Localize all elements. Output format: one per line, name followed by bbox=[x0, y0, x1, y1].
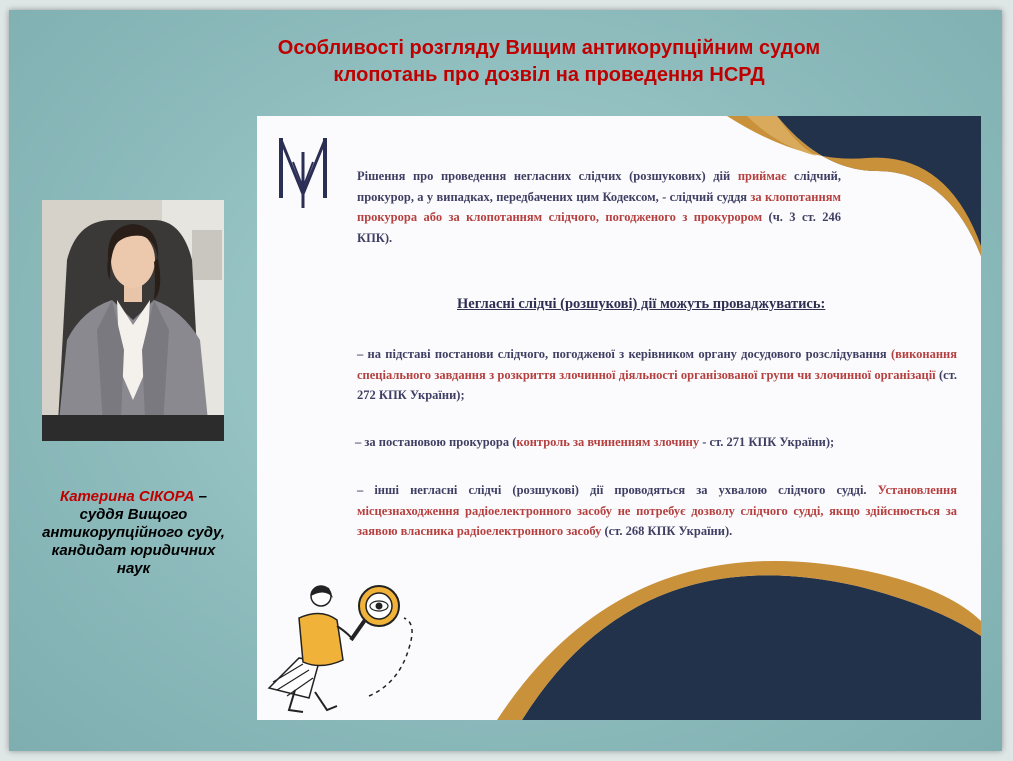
p1-text-b: приймає bbox=[737, 169, 787, 183]
p1-text-d: за клопотанням прокурора або за клопотанням слідчого, погодженого з прокурором bbox=[357, 189, 841, 224]
speaker-role-line-2: антикорупційного суду, bbox=[42, 524, 225, 541]
paragraph-decision bbox=[357, 166, 841, 248]
slide-title-line-1: Особливості розгляду Вищим антикорупційним судом bbox=[277, 37, 821, 59]
court-logo-icon bbox=[275, 132, 331, 212]
slide bbox=[9, 10, 1002, 751]
paragraph-investigator bbox=[357, 344, 957, 406]
p3-text-c: - ст. 271 КПК України); bbox=[699, 435, 835, 449]
speaker-role-line-1: суддя Вищого bbox=[79, 506, 188, 523]
slide-title bbox=[159, 35, 939, 89]
p4-text-b: Установлення місцезнаходження радіоелектронного засобу не потребує дозволу слідчого судді, якщо здійснюється за заявою власника радіоелектронного засобу bbox=[357, 483, 957, 538]
speaker-portrait-icon bbox=[42, 200, 224, 441]
p2-text-a: – на підставі постанови слідчого, погодженої з керівником органу досудового розслідування bbox=[357, 347, 891, 361]
slide-title-line-2: клопотань про дозвіл на проведення НСРД bbox=[333, 64, 765, 86]
p1-text-e: (ч. 3 ст. 246 КПК). bbox=[357, 210, 841, 245]
speaker-name: Катерина СІКОРА bbox=[59, 488, 195, 505]
p2-text-b: (виконання спеціального завдання з розкриття злочинної діяльності організованої групи чи злочинної організації bbox=[357, 347, 957, 382]
paragraph-judge bbox=[357, 480, 957, 542]
section-heading: Негласні слідчі (розшукові) дії можуть проваджуватись: bbox=[457, 296, 826, 312]
p1-text-a: Рішення про проведення негласних слідчих (розшукових) дій bbox=[357, 169, 738, 183]
speaker-role-line-3: кандидат юридичних bbox=[51, 542, 216, 559]
speaker-dash: – bbox=[194, 488, 208, 505]
p4-text-c: (ст. 268 КПК України). bbox=[601, 524, 733, 538]
p1-text-c: слідчий, прокурор, а у випадках, передбачених цим Кодексом, - слідчий суддя bbox=[357, 169, 841, 204]
speaker-name-line bbox=[31, 488, 236, 506]
content-panel bbox=[257, 116, 981, 720]
p4-text-a: – інші негласні слідчі (розшукові) дії проводяться за ухвалою слідчого судді. bbox=[357, 483, 878, 497]
speaker-photo bbox=[42, 200, 224, 441]
p3-text-b: контроль за вчиненням злочину bbox=[516, 435, 700, 449]
p2-text-c: (ст. 272 КПК України); bbox=[357, 367, 957, 402]
speaker-role-line-4: наук bbox=[116, 560, 151, 577]
speaker-caption bbox=[31, 488, 236, 578]
paragraph-prosecutor bbox=[355, 432, 975, 453]
p3-text-a: – за постановою прокурора ( bbox=[355, 435, 517, 449]
detective-magnifier-illustration-icon bbox=[259, 578, 449, 718]
